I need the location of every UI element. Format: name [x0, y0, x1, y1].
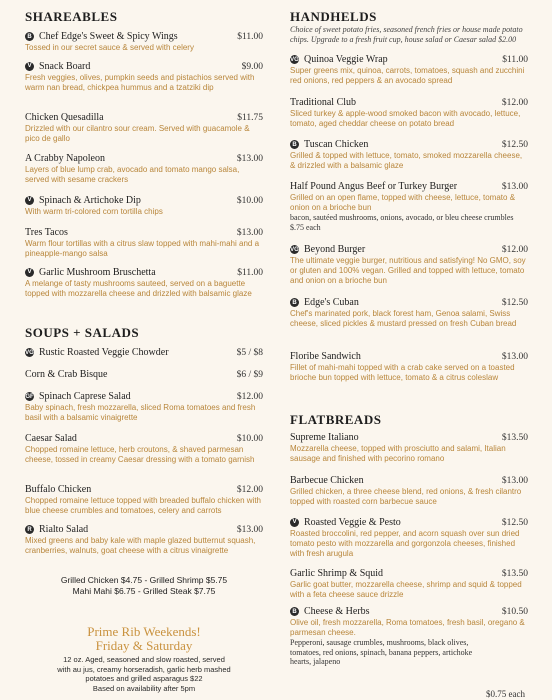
- menu-item: [290, 138, 528, 171]
- item-price: $12.00: [501, 97, 528, 108]
- item-name: Spinach & Artichoke Dip: [39, 195, 141, 206]
- item-description: Layers of blue lump crab, avocado and tomato mango salsa, served with sesame crackers: [25, 165, 240, 184]
- prime-desc-line: Based on availability after 5pm: [92, 683, 196, 693]
- item-description: Fillet of mahi-mahi topped with a crab cake served on a toasted brioche bun topped with lettuce, tomato & a citrus coleslaw: [290, 363, 515, 382]
- item-description: Grilled chicken, a three cheese blend, red onions, & fresh cilantro topped with roasted corn barbecue sauce: [290, 487, 522, 506]
- badge-icon: B: [290, 607, 299, 616]
- item-description: Drizzled with our cilantro sour cream. Served with guacamole & pico de gallo: [25, 124, 250, 143]
- item-name: Garlic Shrimp & Squid: [290, 568, 384, 579]
- shareables-title: SHAREABLES: [25, 9, 118, 24]
- item-name: Rialto Salad: [39, 524, 89, 535]
- item-price: $10.50: [501, 606, 528, 617]
- menu-item: [25, 432, 263, 465]
- menu-item: [25, 483, 263, 516]
- item-price: $9.00: [241, 61, 263, 72]
- badge-icon: B: [290, 140, 299, 149]
- topping-price: $0.75 each: [486, 689, 525, 699]
- item-name: Garlic Mushroom Bruschetta: [39, 267, 156, 278]
- item-name: Cheese & Herbs: [304, 606, 370, 617]
- item-price: $11.00: [237, 267, 263, 278]
- menu-item: [25, 266, 263, 299]
- menu-item: [290, 474, 528, 507]
- item-description: With warm tri-colored corn tortilla chips: [25, 207, 163, 216]
- menu-item: [25, 346, 263, 359]
- item-description: Chopped romaine lettuce, herb croutons, & shaved parmesan cheese, tossed in creamy Caesar dressing with a tomato garnish: [25, 445, 255, 464]
- handhelds-intro: Choice of sweet potato fries, seasoned french fries or house made potato chips. Upgrade to a fresh fruit cup, house salad or Caesar salad $2.00: [290, 25, 523, 44]
- salad-addons: [25, 575, 263, 597]
- item-description: Baby spinach, fresh mozzarella, sliced Roma tomatoes and fresh basil with a balsamic vinaigrette: [25, 403, 256, 422]
- badge-icon: GF: [25, 393, 34, 400]
- item-price: $13.00: [236, 153, 263, 164]
- prime-desc-line: with au jus, creamy horseradish, garlic herb mashed: [57, 664, 231, 674]
- item-name: Buffalo Chicken: [25, 484, 92, 495]
- item-description: A melange of tasty mushrooms sauteed, served on a baguette topped with mozzarella cheese and drizzled with balsamic glaze: [25, 279, 252, 298]
- item-price: $5 / $8: [236, 347, 263, 358]
- item-name: Beyond Burger: [304, 244, 366, 255]
- item-price: $11.75: [237, 112, 263, 123]
- item-description: Mixed greens and baby kale with maple glazed butternut squash, cranberries, walnuts, goat cheese with a citrus vinaigrette: [25, 536, 256, 555]
- item-name: Spinach Caprese Salad: [39, 391, 131, 402]
- item-description: Sliced turkey & apple-wood smoked bacon with avocado, lettuce, tomato, aged cheddar cheese on potato bread: [290, 109, 521, 128]
- item-price: $10.00: [236, 195, 263, 206]
- item-price: $13.00: [501, 181, 528, 192]
- prime-title-line: Friday & Saturday: [95, 638, 193, 653]
- badge-icon: VG: [25, 349, 34, 356]
- item-description: The ultimate veggie burger, nutritious and satisfying! No GMO, soy or gluten and 100% vegan. Grilled and topped with lettuce, tomato and onion on a brioche bun: [290, 256, 526, 285]
- item-description: Grilled on an open flame, topped with cheese, lettuce, tomato & onion on a brioche bun: [290, 193, 516, 212]
- handhelds-title: HANDHELDS: [290, 9, 377, 24]
- item-name: A Crabby Napoleon: [25, 153, 105, 164]
- menu-item: [290, 96, 528, 129]
- item-description: Grilled & topped with lettuce, tomato, smoked mozzarella cheese, & drizzled with a balsamic glaze: [290, 151, 523, 170]
- prime-rib-title: [25, 625, 263, 653]
- menu-item: [25, 60, 263, 93]
- addons-line: Grilled Chicken $4.75 - Grilled Shrimp $5.75: [60, 575, 228, 585]
- item-description: Chef's marinated pork, black forest ham, Genoa salami, Swiss cheese, sliced pickles & mustard pressed on fresh Cuban bread: [290, 309, 517, 328]
- item-name: Traditional Club: [290, 97, 357, 108]
- item-price: $13.00: [236, 227, 263, 238]
- item-name: Rustic Roasted Veggie Chowder: [39, 347, 169, 358]
- menu-item: [290, 180, 528, 232]
- menu-item: [290, 296, 528, 329]
- menu-item: [290, 350, 528, 383]
- menu-item: [25, 111, 263, 144]
- menu-item: [290, 516, 528, 559]
- item-price: $11.00: [237, 31, 263, 42]
- badge-icon: VG: [290, 246, 299, 253]
- badge-icon: V: [25, 62, 34, 71]
- item-price: $13.50: [501, 432, 528, 443]
- item-description: Chopped romaine lettuce topped with breaded buffalo chicken with blue cheese crumbles and tomatoes, celery and carrots: [25, 496, 262, 515]
- menu-item: [290, 605, 528, 667]
- addons-line: Mahi Mahi $6.75 - Grilled Steak $7.75: [72, 586, 216, 596]
- menu-item: [25, 226, 263, 259]
- menu-item: [25, 523, 263, 556]
- badge-icon: V: [25, 196, 34, 205]
- menu-item: [290, 53, 528, 86]
- menu-item: [290, 567, 528, 600]
- item-name: Floribe Sandwich: [290, 351, 361, 362]
- item-name: Corn & Crab Bisque: [25, 369, 108, 380]
- prime-title-line: Prime Rib Weekends!: [87, 624, 201, 639]
- item-price: $13.00: [236, 524, 263, 535]
- menu-item: [25, 390, 263, 423]
- item-price: $10.00: [236, 433, 263, 444]
- item-price: $12.00: [236, 391, 263, 402]
- item-name: Quinoa Veggie Wrap: [304, 54, 388, 65]
- item-name: Snack Board: [39, 61, 91, 72]
- item-price: $12.50: [501, 517, 528, 528]
- item-price: $12.50: [501, 297, 528, 308]
- item-price: $6 / $9: [236, 369, 263, 380]
- item-name: Tres Tacos: [25, 227, 68, 238]
- item-name: Half Pound Angus Beef or Turkey Burger: [290, 181, 458, 192]
- item-description: Tossed in our secret sauce & served with celery: [25, 43, 194, 52]
- item-name: Barbecue Chicken: [290, 475, 364, 486]
- menu-item: [290, 431, 528, 464]
- menu-item: [25, 30, 263, 53]
- item-name: Supreme Italiano: [290, 432, 359, 443]
- prime-rib-description: [25, 655, 263, 693]
- item-price: $12.50: [501, 139, 528, 150]
- menu-item: [25, 152, 263, 185]
- item-description: Olive oil, fresh mozzarella, Roma tomatoes, fresh basil, oregano & parmesan cheese.: [290, 618, 525, 637]
- item-price: $13.00: [501, 475, 528, 486]
- item-name: Edge's Cuban: [304, 297, 359, 308]
- badge-icon: VG: [290, 56, 299, 63]
- item-description: Mozzarella cheese, topped with prosciutto and salami, Italian sausage and finished with pecorino romano: [290, 444, 506, 463]
- item-description: Garlic goat butter, mozzarella cheese, shrimp and squid & topped with a feta cheese sauce drizzle: [290, 580, 522, 599]
- item-price: $12.00: [501, 244, 528, 255]
- menu-item: [25, 194, 263, 217]
- flatbreads-title: FLATBREADS: [290, 412, 382, 427]
- item-name: Tuscan Chicken: [304, 139, 369, 150]
- menu-item: [25, 368, 263, 381]
- item-price: $13.50: [501, 568, 528, 579]
- item-price: $12.00: [236, 484, 263, 495]
- item-addon-note: bacon, sautéed mushrooms, onions, avocado, or bleu cheese crumbles $.75 each: [290, 213, 514, 232]
- badge-icon: R: [25, 525, 34, 534]
- prime-desc-line: potatoes and grilled asparagus $22: [85, 674, 203, 683]
- item-price: $13.00: [501, 351, 528, 362]
- item-addon-note: Pepperoni, sausage crumbles, mushrooms, black olives, tomatoes, red onions, spinach, banana peppers, artichoke hearts, jalapeno: [290, 638, 473, 666]
- item-description: Roasted broccolini, red pepper, and acorn squash over sun dried tomato pesto with mozzarella and gorgonzola cheeses, finished with fresh arugula: [290, 529, 520, 558]
- menu-item: [290, 243, 528, 286]
- item-price: $11.00: [502, 54, 528, 65]
- soups-salads-title: SOUPS + SALADS: [25, 325, 140, 340]
- item-name: Chicken Quesadilla: [25, 112, 104, 123]
- item-description: Warm flour tortillas with a citrus slaw topped with mahi-mahi and a pineapple-mango salsa: [25, 239, 260, 258]
- badge-icon: V: [290, 518, 299, 527]
- prime-desc-line: 12 oz. Aged, seasoned and slow roasted, served: [63, 655, 225, 664]
- badge-icon: B: [290, 298, 299, 307]
- badge-icon: B: [25, 32, 34, 41]
- item-description: Fresh veggies, olives, pumpkin seeds and pistachios served with warm nan bread, chickpea hummus and a tzatziki dip: [25, 73, 255, 92]
- item-name: Roasted Veggie & Pesto: [304, 517, 401, 528]
- item-name: Caesar Salad: [25, 433, 77, 444]
- badge-icon: V: [25, 268, 34, 277]
- item-description: Super greens mix, quinoa, carrots, tomatoes, squash and zucchini red onions, red peppers & an avocado spread: [290, 66, 525, 85]
- item-name: Chef Edge's Sweet & Spicy Wings: [39, 31, 178, 42]
